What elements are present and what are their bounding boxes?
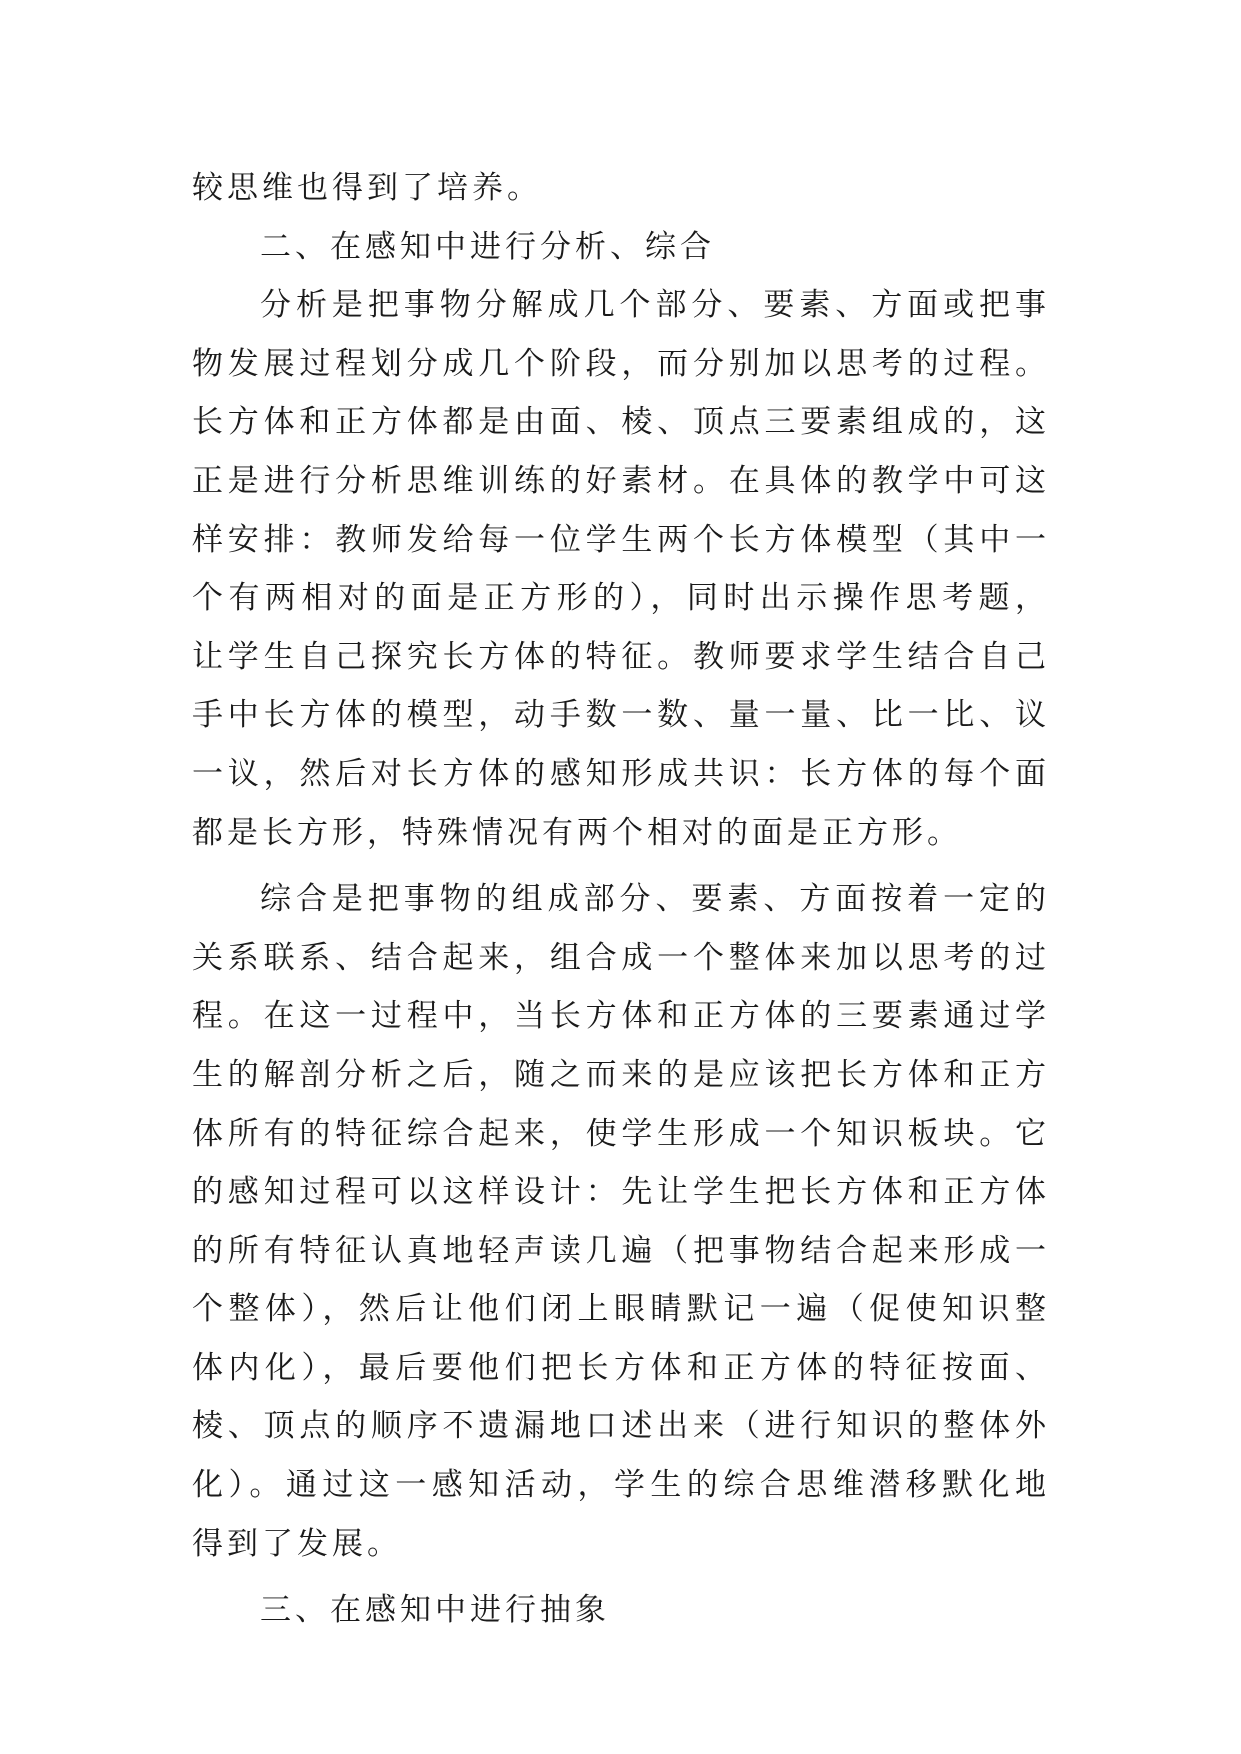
- document-body: [192, 159, 1050, 1640]
- lead-continuation-paragraph: 较思维也得到了培养。: [192, 170, 542, 206]
- section-3-heading: 三、在感知中进行抽象: [260, 1592, 610, 1629]
- synthesis-paragraph: 综合是把事物的组成部分、要素、方面按着一定的关系联系、结合起来，组合成一个整体来加以思考的过程。在这一过程中，当长方体和正方体的三要素通过学生的解剖分析之后，随之而来的是应该把长方体和正方体所有的特征综合起来，使学生形成一个知识板块。它的感知过程可以这样设计：先让学生把长方体和正方体的所有特征认真地轻声读几遍（把事物结合起来形成一个整体），然后让他们闭上眼睛默记一遍（促使知识整体内化），最后要他们把长方体和正方体的特征按面、棱、顶点的顺序不遗漏地口述出来（进行知识的整体外化）。通过这一感知活动，学生的综合思维潜移默化地得到了发展。: [192, 881, 1050, 1562]
- section-2-heading: 二、在感知中进行分析、综合: [260, 228, 715, 265]
- analysis-paragraph: 分析是把事物分解成几个部分、要素、方面或把事物发展过程划分成几个阶段，而分别加以思考的过程。长方体和正方体都是由面、棱、顶点三要素组成的，这正是进行分析思维训练的好素材。在具体的教学中可这样安排：教师发给每一位学生两个长方体模型（其中一个有两相对的面是正方形的），同时出示操作思考题，让学生自己探究长方体的特征。教师要求学生结合自己手中长方体的模型，动手数一数、量一量、比一比、议一议，然后对长方体的感知形成共识：长方体的每个面都是长方形，特殊情况有两个相对的面是正方形。: [192, 287, 1050, 851]
